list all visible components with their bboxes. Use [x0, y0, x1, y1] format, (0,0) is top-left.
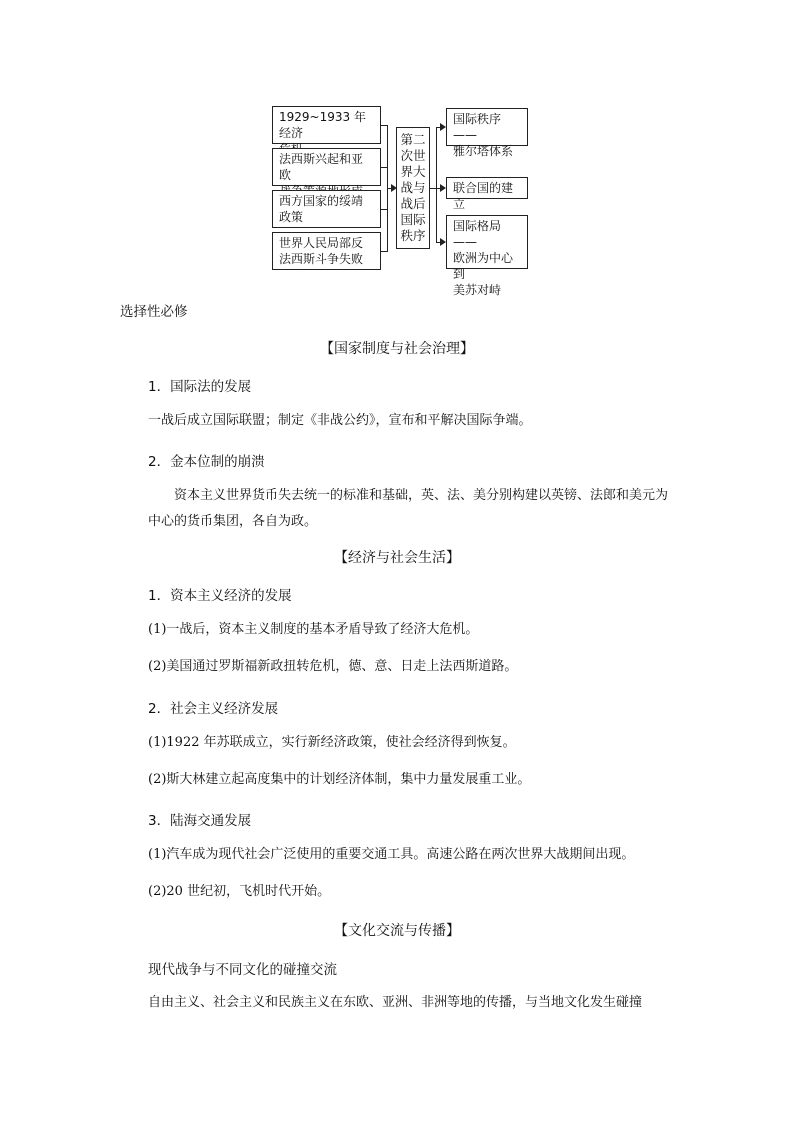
cause-text: 法西斯兴起和亚欧: [279, 152, 364, 182]
section-heading: 【文化交流与传播】: [334, 923, 460, 939]
paragraph: 资本主义世界货币失去统一的标准和基础，英、法、美分别构建以英镑、法郎和美元为中心的货币集团，各自为政。: [148, 488, 669, 529]
center-text: 次世: [400, 148, 426, 163]
center-text: 战与: [400, 180, 426, 195]
result-text: 欧洲为中心到: [453, 251, 514, 281]
cause-text: 1929~1933 年经济: [279, 110, 366, 140]
center-text: 国际: [400, 212, 426, 227]
item-title: 2．金本位制的崩溃: [148, 454, 265, 470]
item-title: 2．社会主义经济发展: [148, 701, 279, 717]
cause-box-3: [272, 190, 381, 228]
cause-text: 世界人民局部反: [279, 236, 364, 250]
result-text: 联合国的建立: [453, 181, 514, 211]
paragraph: 一战后成立国际联盟；制定《非战公约》，宣布和平解决国际争端。: [148, 413, 532, 428]
cause-box-4: [272, 232, 381, 270]
section-heading: 【经济与社会生活】: [334, 550, 460, 566]
section-heading: 【国家制度与社会治理】: [320, 341, 474, 357]
elective-label: 选择性必修: [120, 304, 188, 320]
cause-text: 西方国家的绥靖: [279, 194, 364, 208]
result-box-3: [446, 215, 528, 297]
result-text: 国际格局——: [453, 219, 502, 249]
result-box-1: [446, 108, 528, 158]
paragraph: (1)1922 年苏联成立，实行新经济政策，使社会经济得到恢复。: [148, 735, 516, 750]
paragraph: (2)斯大林建立起高度集中的计划经济体制，集中力量发展重工业。: [148, 772, 531, 787]
center-text: 界大: [400, 164, 426, 179]
cause-box-1: [272, 106, 381, 144]
paragraph: 自由主义、社会主义和民族主义在东欧、亚洲、非洲等地的传播，与当地文化发生碰撞: [148, 995, 643, 1010]
center-box: [396, 127, 430, 249]
center-text: 第二: [400, 132, 426, 147]
item-title: 3．陆海交通发展: [148, 813, 252, 829]
result-box-2: [446, 177, 528, 211]
result-text: 国际秩序——: [453, 112, 502, 142]
paragraph: (2)美国通过罗斯福新政扭转危机，德、意、日走上法西斯道路。: [148, 659, 518, 674]
center-text: 战后: [400, 196, 426, 211]
cause-text: 政策: [279, 210, 304, 224]
item-title: 1．资本主义经济的发展: [148, 588, 292, 604]
cause-box-2: [272, 148, 381, 186]
item-title: 1．国际法的发展: [148, 379, 252, 395]
center-text: 秩序: [400, 228, 426, 243]
paragraph: (1)一战后，资本主义制度的基本矛盾导致了经济大危机。: [148, 622, 479, 637]
result-text: 美苏对峙: [453, 283, 502, 297]
bracket-line: [436, 127, 437, 243]
paragraph: (2)20 世纪初，飞机时代开始。: [148, 884, 331, 899]
paragraph: (1)汽车成为现代社会广泛使用的重要交通工具。高速公路在两次世界大战期间出现。: [148, 847, 635, 862]
result-text: 雅尔塔体系: [453, 144, 514, 158]
item-title: 现代战争与不同文化的碰撞交流: [148, 962, 337, 978]
cause-text: 法西斯斗争失败: [279, 252, 364, 266]
